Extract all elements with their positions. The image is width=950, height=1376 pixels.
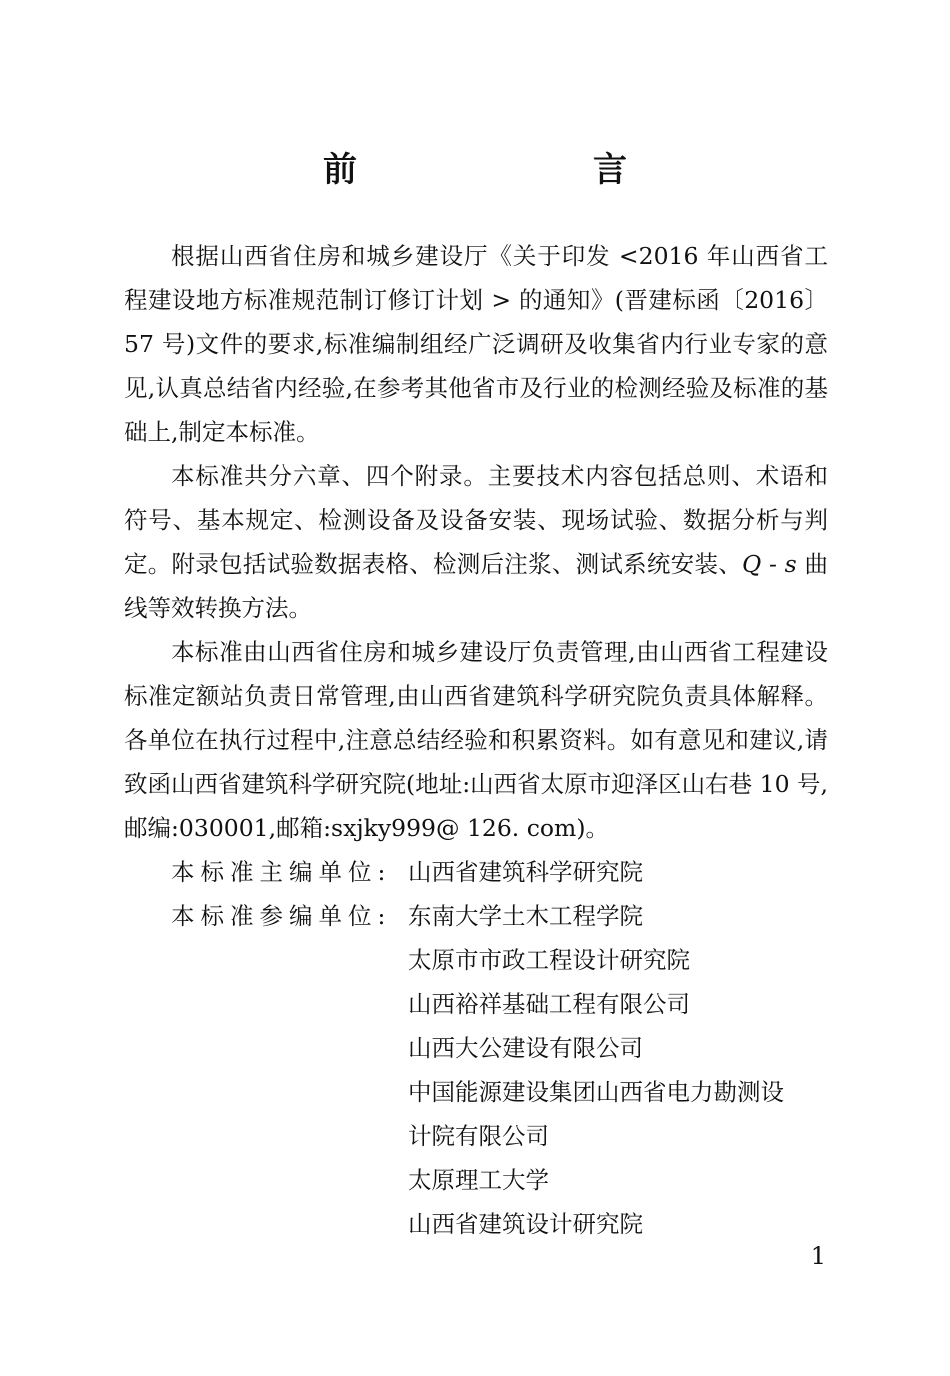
page-number: 1 [810,1242,826,1270]
chief-unit-name: 山西省建筑科学研究院 [408,858,643,886]
chief-unit-row [124,850,828,894]
participating-unit: 山西大公建设有限公司 [408,1034,643,1062]
preface-body [124,234,828,1246]
paragraph-contents-text: 本标准共分六章、四个附录。主要技术内容包括总则、术语和符号、基本规定、检测设备及设备安装、现场试验、数据分析与判定。附录包括试验数据表格、检测后注浆、测试系统安装、 [124,462,828,578]
page-title: 前 言 [323,150,683,190]
participating-unit: 太原理工大学 [408,1166,549,1194]
chief-unit-values [408,850,828,894]
paragraph-basis: 根据山西省住房和城乡建设厅《关于印发 <2016 年山西省工程建设地方标准规范制订修订计划 > 的通知》(晋建标函〔2016〕57 号)文件的要求,标准编制组经广泛调研及收集省内行业专家的意见,认真总结省内经验,在参考其他省市及行业的检测经验及标准的基础上,制定本标准。 [124,242,828,446]
participating-units-row [124,894,828,1246]
participating-units-label: 本标准参编单位: [171,902,392,930]
qs-symbol: Q - s [742,550,797,578]
participating-unit: 计院有限公司 [408,1122,549,1150]
participating-unit: 中国能源建设集团山西省电力勘测设 [408,1078,784,1106]
participating-units-list [408,894,828,1246]
paragraph-contents [124,454,828,630]
paragraph-management: 本标准由山西省住房和城乡建设厅负责管理,由山西省工程建设标准定额站负责日常管理,由山西省建筑科学研究院负责具体解释。各单位在执行过程中,注意总结经验和积累资料。如有意见和建议,请致函山西省建筑科学研究院(地址:山西省太原市迎泽区山右巷 10 号,邮编:030001,邮箱:sxjky999@ 126. com)。 [124,638,828,842]
chief-unit-label: 本标准主编单位: [171,858,392,886]
participating-unit: 山西省建筑设计研究院 [408,1210,643,1238]
paragraph-contents-tail: 曲线等效转换方法。 [124,550,828,622]
participating-unit: 太原市市政工程设计研究院 [408,946,690,974]
participating-unit: 山西裕祥基础工程有限公司 [408,990,690,1018]
participating-unit: 东南大学土木工程学院 [408,902,643,930]
